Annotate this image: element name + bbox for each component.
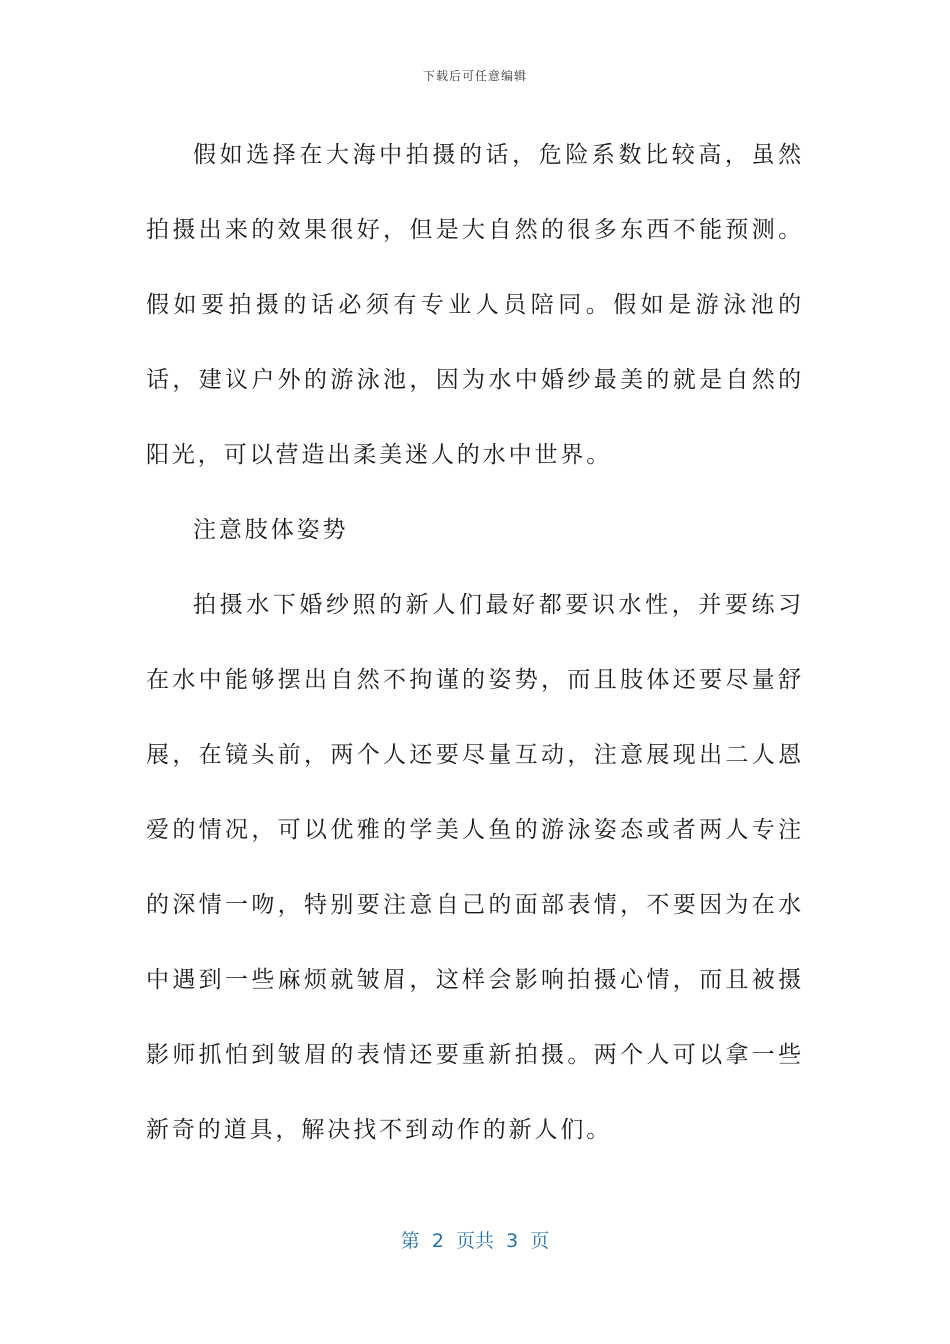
section-heading: 注意肢体姿势 bbox=[193, 517, 349, 543]
header-note: 下载后可任意编辑 bbox=[422, 69, 527, 83]
paragraph-2: 拍摄水下婚纱照的新人们最好都要识水性，并要练习在水中能够摆出自然不拘谨的姿势，而且肢体还要尽量舒展，在镜头前，两个人还要尽量互动，注意展现出二人恩爱的情况，可以优雅的学美人鱼的游泳姿态或者两人专注的深情一吻，特别要注意自己的面部表情，不要因为在水中遇到一些麻烦就皱眉，这样会影响拍摄心情，而且被摄影师抓怕到皱眉的表情还要重新拍摄。两个人可以拿一些新奇的道具，解决找不到动作的新人们。 bbox=[146, 592, 804, 1143]
paragraph-1: 假如选择在大海中拍摄的话，危险系数比较高，虽然拍摄出来的效果很好，但是大自然的很多东西不能预测。假如要拍摄的话必须有专业人员陪同。假如是游泳池的话，建议户外的游泳池，因为水中婚纱最美的就是自然的阳光，可以营造出柔美迷人的水中世界。 bbox=[146, 142, 804, 468]
page-number-footer: 第 2 页共 3 页 bbox=[400, 1230, 550, 1252]
body-text bbox=[146, 118, 804, 1168]
